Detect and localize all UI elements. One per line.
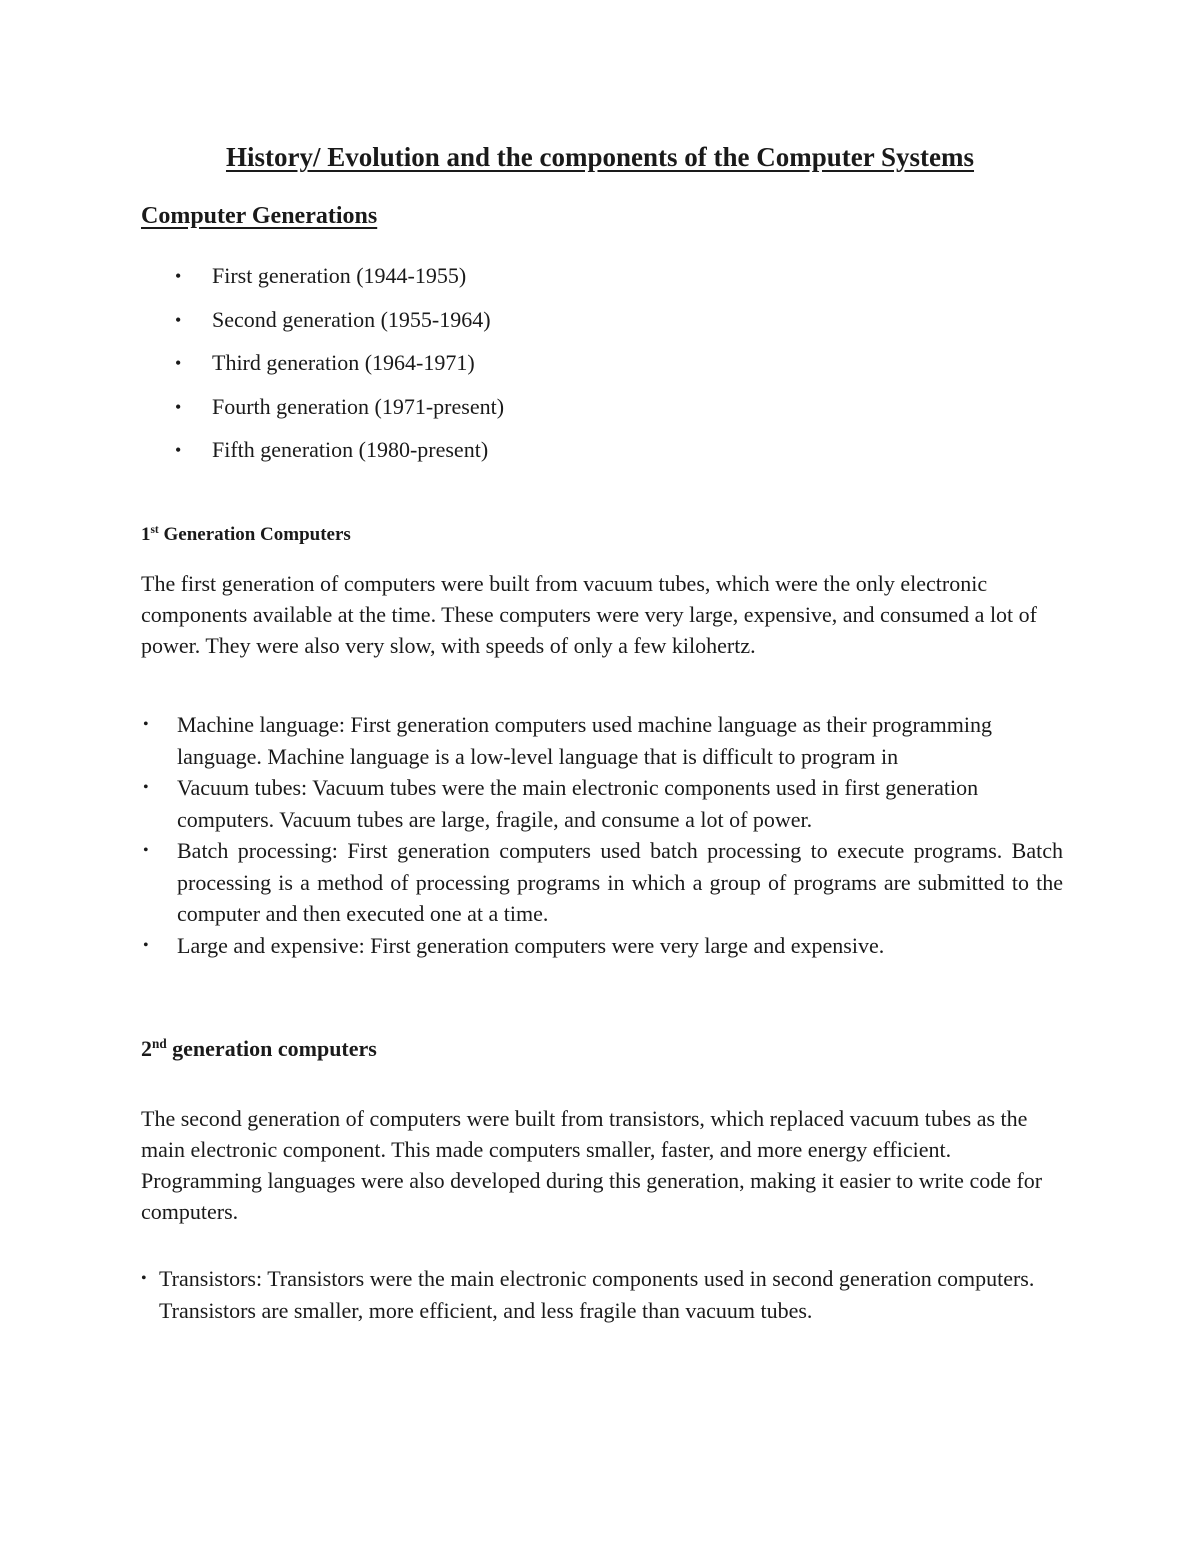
list-item [141,930,1063,962]
list-item [141,709,1063,772]
list-item [141,772,1063,835]
list-item-text: First generation (1944-1955) [212,263,467,288]
list-item-text: Fifth generation (1980-present) [212,437,489,463]
heading-ordinal: nd [152,1036,167,1052]
first-generation-paragraph: The first generation of computers were built from vacuum tubes, which were the only electronic components available at the time. These computers were very large, expensive, and consumed a lot of power. They were also very slow, with speeds of only a few kilohertz. [141,571,1037,658]
heading-number: 2 [141,1036,152,1061]
second-generation-bullets [141,1263,1063,1326]
heading-number: 1 [141,524,151,545]
list-item-text: Third generation (1964-1971) [212,350,475,376]
list-item-text: Vacuum tubes: Vacuum tubes were the main electronic components used in first generation computers. Vacuum tubes are large, fragile, and consume a lot of power. [177,775,979,832]
bullet-icon: • [175,309,182,330]
list-item-text: Machine language: First generation computers used machine language as their programming language. Machine language is a low-level language that is difficult to program in [177,712,992,769]
bullet-icon: • [143,779,149,796]
bullet-icon: • [175,440,182,461]
computer-generations-heading: Computer Generations [141,203,378,229]
bullet-icon: • [143,716,149,733]
heading-text: generation computers [166,1036,377,1061]
heading-ordinal: st [150,524,159,537]
first-generation-bullets [141,709,1063,961]
list-item-text: Fourth generation (1971-present) [212,393,505,419]
list-item [141,1263,1063,1326]
document-title: History/ Evolution and the components of the Computer Systems [225,142,975,172]
list-item-text: Large and expensive: First generation computers were very large and expensive. [177,932,885,958]
generations-list [141,260,504,478]
list-item [141,347,504,391]
bullet-icon: • [175,396,182,417]
list-item-text: Batch processing: First generation computers used batch processing to execute programs. Batch processing is a method of processing programs in which a group of programs are submitted to the computer and then executed one at a time. [177,838,1063,926]
list-item [141,835,1063,930]
bullet-icon: • [141,1270,147,1287]
list-item [141,434,504,478]
list-item [141,260,504,304]
bullet-icon: • [175,353,182,374]
second-generation-paragraph: The second generation of computers were built from transistors, which replaced vacuum tubes as the main electronic component. This made computers smaller, faster, and more energy efficient. Programming languages were also developed during this generation, making it easier to write code for computers. [141,1106,1043,1224]
bullet-icon: • [143,936,149,954]
list-item [141,391,504,435]
second-generation-heading [141,1036,377,1062]
bullet-icon: • [175,266,182,286]
list-item-text: Second generation (1955-1964) [212,306,491,332]
list-item-text: Transistors: Transistors were the main electronic components used in second generation computers. Transistors are smaller, more efficient, and less fragile than vacuum tubes. [159,1266,1035,1323]
bullet-icon: • [143,842,149,859]
heading-text: Generation Computers [158,524,351,545]
list-item [141,304,504,348]
first-generation-heading [141,524,351,546]
